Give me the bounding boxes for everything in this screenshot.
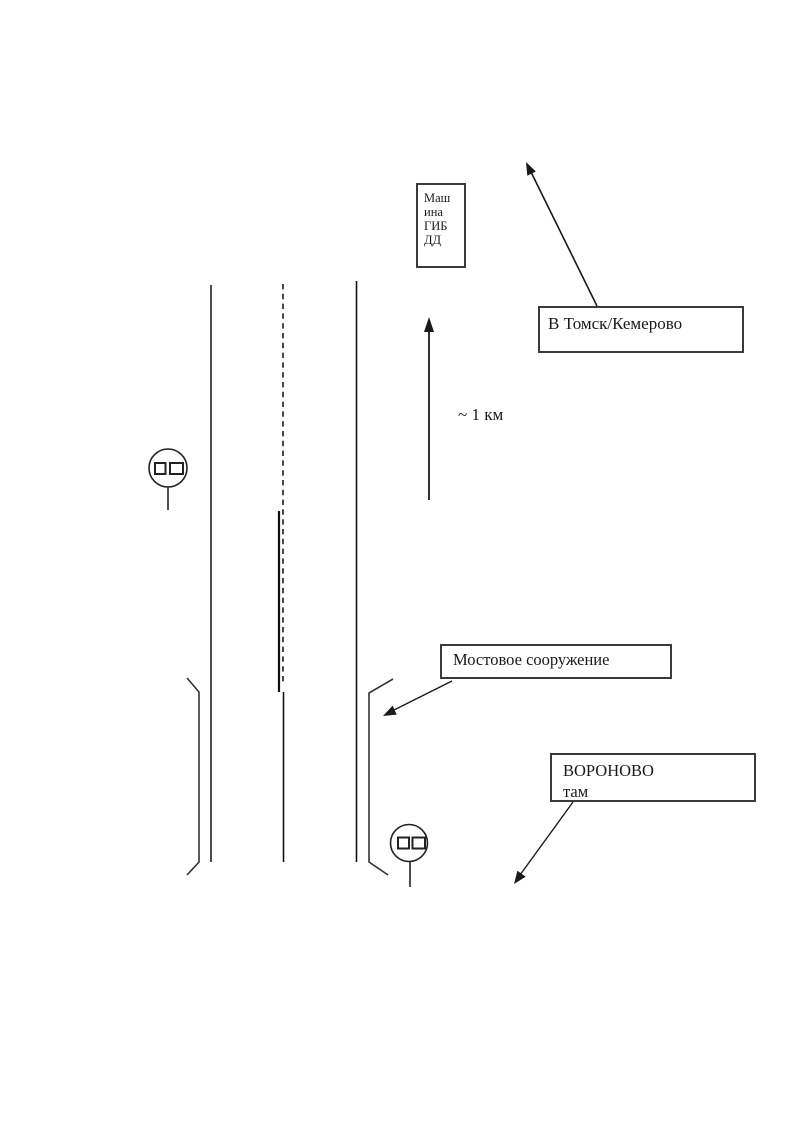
police-car-box-line: Маш	[424, 191, 451, 205]
voronovo-label-line1: ВОРОНОВО	[563, 761, 654, 780]
guardrail-left	[187, 678, 199, 875]
voronovo-box	[550, 753, 756, 802]
bridge-pointer-arrow	[383, 681, 452, 716]
road-markings	[187, 281, 393, 875]
police-car-box	[416, 183, 466, 268]
tomsk-direction-arrow	[526, 162, 597, 306]
voronovo-label-line2: там	[563, 782, 589, 801]
tomsk-direction-arrowhead-icon	[526, 162, 536, 176]
bridge-structure-box	[440, 644, 672, 679]
police-car-box-line: ГИБ	[424, 219, 448, 233]
police-car-box-line: ина	[424, 205, 443, 219]
police-car-box-line: ДД	[424, 233, 442, 247]
bridge-structure-label: Мостовое сооружение	[453, 650, 610, 669]
bridge-pointer-arrowhead-icon	[383, 706, 397, 716]
voronovo-pointer-arrowhead-icon	[514, 871, 526, 884]
distance-label: ~ 1 км	[458, 405, 504, 424]
guardrail-right	[369, 679, 393, 875]
voronovo-pointer-arrow	[514, 802, 573, 884]
bridge-pointer-arrow-line	[392, 681, 452, 711]
bus-stop-sign-right-icon	[391, 825, 428, 888]
tomsk-direction-arrow-line	[531, 172, 597, 306]
distance-arrow	[424, 317, 434, 500]
distance-arrowhead-icon	[424, 317, 434, 332]
tomsk-kemerovo-label: В Томск/Кемерово	[548, 314, 683, 333]
bus-stop-sign-left-icon	[149, 449, 187, 510]
tomsk-kemerovo-box	[538, 306, 744, 353]
voronovo-pointer-arrow-line	[520, 802, 573, 875]
